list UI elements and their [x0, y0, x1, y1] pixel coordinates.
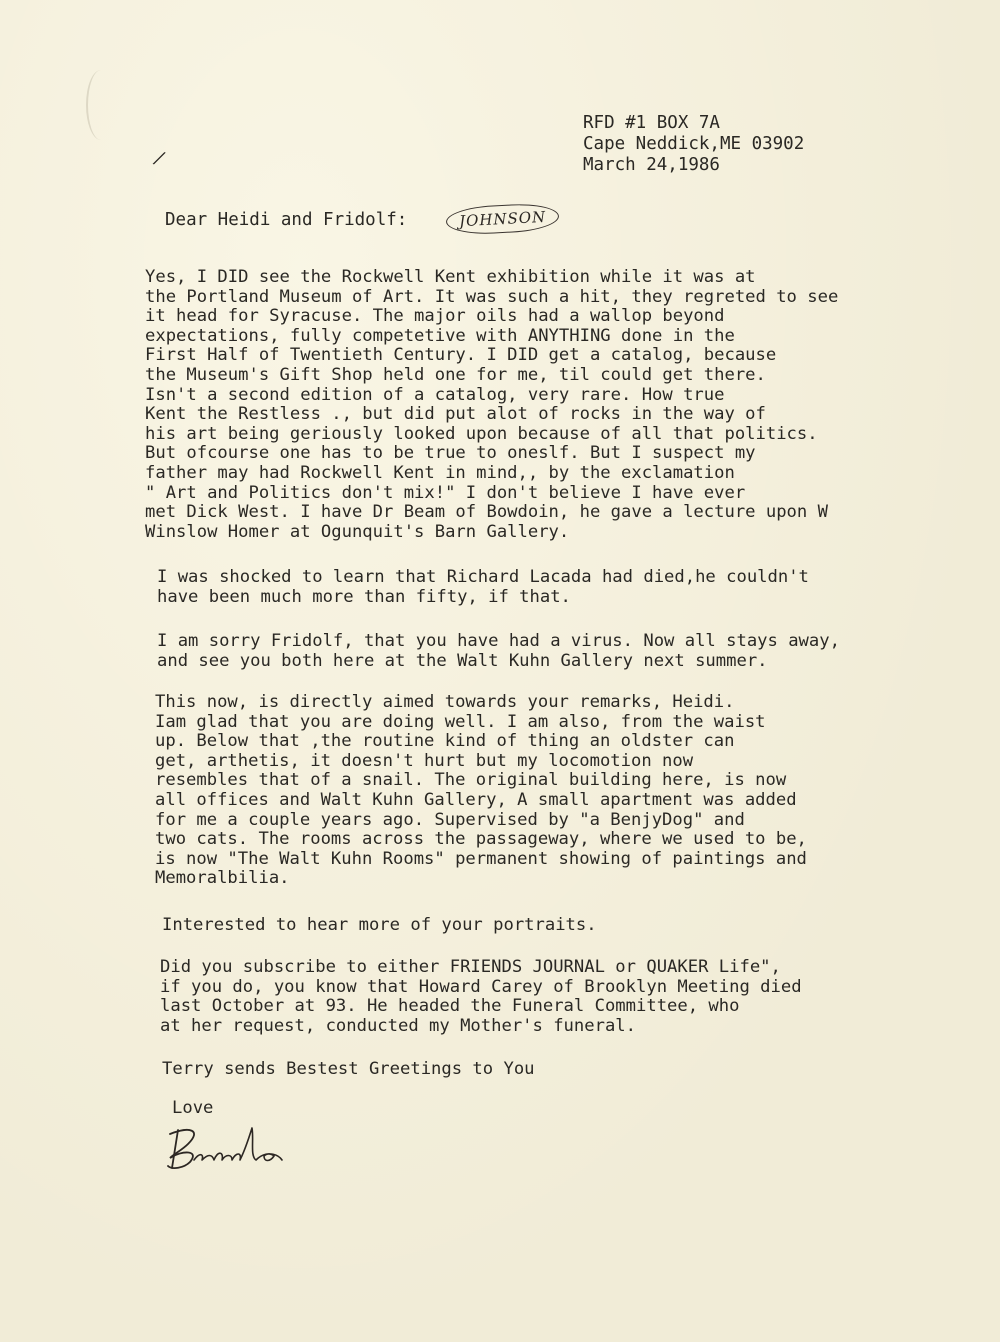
text-line: for me a couple years ago. Supervised by "a BenjyDog" and	[155, 810, 745, 830]
text-line: and see you both here at the Walt Kuhn Gallery next summer.	[157, 651, 768, 671]
margin-mark: /	[152, 147, 166, 170]
text-line: the Portland Museum of Art. It was such a hit, they regreted to see	[145, 287, 839, 307]
paragraph-rockwell-kent	[145, 268, 1000, 542]
text-line: resembles that of a snail. The original building here, is now	[155, 771, 787, 791]
text-line: Yes, I DID see the Rockwell Kent exhibition while it was at	[145, 268, 756, 287]
address-line: RFD #1 BOX 7A	[583, 113, 720, 133]
text-line: met Dick West. I have Dr Beam of Bowdoin, he gave a lecture upon W	[145, 503, 828, 523]
text-line: Memoralbilia.	[155, 869, 290, 889]
text-line: get, arthetis, it doesn't hurt but my locomotion now	[155, 751, 694, 771]
text-line: Did you subscribe to either FRIENDS JOURNAL or QUAKER Life",	[160, 958, 781, 977]
closing: Love	[172, 1098, 214, 1118]
text-line: father may had Rockwell Kent in mind,, by the exclamation	[145, 463, 735, 483]
text-line: But ofcourse one has to be true to oneslf. But I suspect my	[145, 444, 756, 464]
text-line: Terry sends Bestest Greetings to You	[162, 1060, 535, 1079]
salutation: Dear Heidi and Fridolf:	[165, 210, 408, 230]
paragraph-fridolf-virus	[157, 632, 1000, 671]
text-line: two cats. The rooms across the passageway, where we used to be,	[155, 830, 807, 850]
text-line: expectations, fully competetive with ANYTHING done in the	[145, 326, 735, 346]
address-line: Cape Neddick,ME 03902	[583, 134, 805, 154]
paragraph-richard-lacada	[157, 568, 1000, 607]
text-line: up. Below that ,the routine kind of thing an oldster can	[155, 732, 735, 752]
text-line: it head for Syracuse. The major oils had a wallop beyond	[145, 307, 725, 327]
text-line: have been much more than fifty, if that.	[157, 587, 571, 607]
date-line: March 24,1986	[583, 155, 720, 175]
text-line: First Half of Twentieth Century. I DID get a catalog, because	[145, 346, 777, 366]
text-line: all offices and Walt Kuhn Gallery, A small apartment was added	[155, 790, 797, 810]
return-address	[583, 113, 804, 176]
paragraph-portraits	[162, 916, 1000, 936]
paper-fold-mark	[86, 70, 116, 140]
text-line: his art being geriously looked upon because of all that politics.	[145, 424, 818, 444]
paragraph-greetings	[162, 1060, 1000, 1080]
text-line: This now, is directly aimed towards your remarks, Heidi.	[155, 693, 735, 712]
text-line: if you do, you know that Howard Carey of Brooklyn Meeting died	[160, 977, 802, 997]
handwritten-signature	[160, 1120, 290, 1175]
paragraph-heidi-remarks	[155, 693, 1000, 889]
handwritten-surname-annotation: JOHNSON	[445, 202, 560, 236]
text-line: Kent the Restless ., but did put alot of rocks in the way of	[145, 405, 766, 425]
text-line: is now "The Walt Kuhn Rooms" permanent showing of paintings and	[155, 849, 807, 869]
text-line: last October at 93. He headed the Funeral Committee, who	[160, 997, 740, 1017]
text-line: " Art and Politics don't mix!" I don't believe I have ever	[145, 483, 746, 503]
text-line: I am sorry Fridolf, that you have had a virus. Now all stays away,	[157, 632, 840, 651]
text-line: I was shocked to learn that Richard Lacada had died,he couldn't	[157, 568, 809, 587]
paragraph-quaker-journal	[160, 958, 1000, 1036]
text-line: Winslow Homer at Ogunquit's Barn Gallery.	[145, 522, 570, 542]
text-line: at her request, conducted my Mother's funeral.	[160, 1016, 636, 1036]
text-line: Iam glad that you are doing well. I am also, from the waist	[155, 712, 766, 732]
text-line: the Museum's Gift Shop held one for me, til could get there.	[145, 365, 766, 385]
text-line: Interested to hear more of your portraits.	[162, 916, 597, 935]
text-line: Isn't a second edition of a catalog, very rare. How true	[145, 385, 725, 405]
